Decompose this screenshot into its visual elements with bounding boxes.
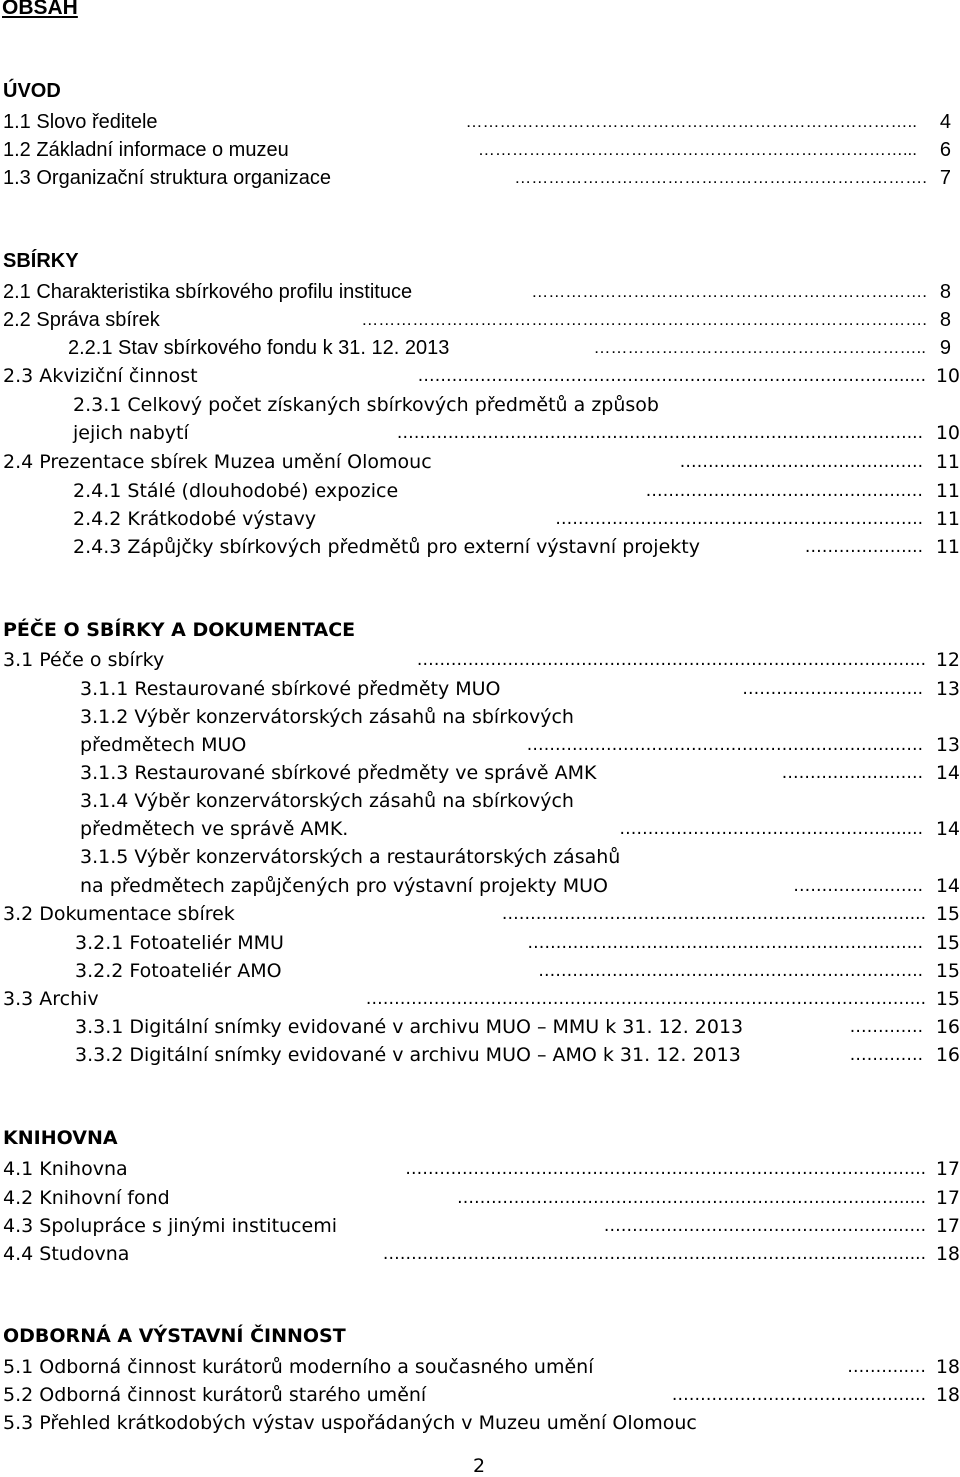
toc-entry-label: 1.3 Organizační struktura organizace — [3, 167, 331, 189]
toc-entry[interactable] — [75, 1013, 960, 1041]
toc-entry-label: 3.2 Dokumentace sbírek — [3, 903, 235, 925]
toc-entry-page: 16 — [935, 1016, 960, 1038]
toc-entry-page: 15 — [935, 988, 960, 1010]
toc-entry-page: 8 — [939, 309, 951, 331]
toc-entry[interactable] — [3, 1155, 960, 1183]
toc-leader: ……………………………………………………………………………………... — [365, 989, 926, 1009]
toc-leader: ……………………………………... — [671, 1385, 926, 1405]
toc-entry-page: 11 — [935, 480, 960, 502]
toc-entry-label: 5.1 Odborná činnost kurátorů moderního a současného umění — [3, 1356, 594, 1378]
toc-entry-page: 4 — [939, 111, 951, 133]
toc-leader: ……………………………………………………………. — [526, 735, 923, 755]
toc-entry-label: jejich nabytí — [73, 422, 189, 444]
toc-leader: ……………………………………. — [679, 452, 923, 472]
toc-entry[interactable] — [3, 1409, 960, 1437]
toc-leader: ………………………….. — [742, 679, 923, 699]
section-heading-sbirky: SBÍRKY — [3, 250, 79, 272]
toc-leader: ………………………………………………………………………………………. — [361, 310, 927, 329]
toc-entry-page: 18 — [935, 1384, 960, 1406]
toc-entry-page: 13 — [935, 678, 960, 700]
toc-entry-label: 3.1.5 Výběr konzervátorských a restaurátorských zásahů — [80, 846, 621, 868]
toc-entry-label: 1.2 Základní informace o muzeu — [3, 139, 289, 161]
toc-entry[interactable] — [80, 787, 960, 815]
toc-leader: ………………………………………………………….. — [538, 961, 923, 981]
toc-leader: ………………………………………………………………... — [501, 904, 926, 924]
toc-entry[interactable] — [75, 929, 960, 957]
toc-entry[interactable] — [73, 391, 953, 419]
toc-entry-label: 3.2.1 Fotoateliér MMU — [75, 932, 284, 954]
toc-entry-label: 3.3 Archiv — [3, 988, 99, 1010]
toc-entry-label: předmětech MUO — [80, 734, 247, 756]
toc-entry[interactable] — [73, 533, 960, 561]
toc-leader: ………………………………………………………………. — [514, 168, 927, 187]
toc-entry[interactable] — [80, 731, 960, 759]
toc-entry-label: 3.1.2 Výběr konzervátorských zásahů na sbírkových — [80, 706, 574, 728]
toc-entry[interactable] — [73, 477, 960, 505]
toc-entry-page: 14 — [935, 762, 960, 784]
toc-entry-label: 3.1.3 Restaurované sbírkové předměty ve správě AMK — [80, 762, 597, 784]
toc-leader: ………………………………………………….. — [593, 338, 926, 357]
toc-leader: ……………………………………………………………. — [531, 282, 927, 301]
toc-entry-label: 3.1.1 Restaurované sbírkové předměty MUO — [80, 678, 501, 700]
toc-entry-label: 2.2 Správa sbírek — [3, 309, 160, 331]
toc-entry-label: 4.4 Studovna — [3, 1243, 130, 1265]
toc-entry-label: na předmětech zapůjčených pro výstavní projekty MUO — [80, 875, 608, 897]
toc-entry[interactable] — [3, 164, 951, 192]
toc-entry-page: 8 — [939, 281, 951, 303]
toc-entry-label: 3.3.1 Digitální snímky evidované v archivu MUO – MMU k 31. 12. 2013 — [75, 1016, 744, 1038]
toc-entry-label: 3.1 Péče o sbírky — [3, 649, 165, 671]
toc-entry-label: 5.2 Odborná činnost kurátorů starého umění — [3, 1384, 427, 1406]
toc-entry[interactable] — [3, 362, 960, 390]
toc-entry-page: 7 — [939, 167, 951, 189]
toc-entry-page: 15 — [935, 903, 960, 925]
toc-entry[interactable] — [80, 703, 960, 731]
toc-entry-label: 2.4.2 Krátkodobé výstavy — [73, 508, 317, 530]
toc-entry-label: 4.2 Knihovní fond — [3, 1187, 170, 1209]
toc-entry-label: předmětech ve správě AMK. — [80, 818, 349, 840]
toc-leader: …………. — [849, 1045, 923, 1065]
toc-entry-label: 2.4 Prezentace sbírek Muzea umění Olomouc — [3, 451, 432, 473]
toc-entry-page: 14 — [935, 818, 960, 840]
toc-entry-page: 15 — [935, 932, 960, 954]
toc-entry-label: 4.1 Knihovna — [3, 1158, 128, 1180]
toc-entry[interactable] — [80, 815, 960, 843]
toc-entry-page: 10 — [935, 422, 960, 444]
toc-entry-page: 14 — [935, 875, 960, 897]
toc-entry[interactable] — [3, 1184, 960, 1212]
toc-entry-page: 17 — [935, 1215, 960, 1237]
toc-leader: …………………………………………………………………….. — [465, 112, 917, 131]
toc-entry[interactable] — [80, 843, 960, 871]
toc-entry-page: 9 — [939, 337, 951, 359]
section-heading-uvod: ÚVOD — [3, 80, 61, 102]
toc-leader: ……………………………………………………………………..... — [456, 1188, 926, 1208]
toc-entry[interactable] — [3, 108, 951, 136]
toc-entry[interactable] — [3, 646, 960, 674]
toc-entry-page: 11 — [935, 508, 960, 530]
toc-entry[interactable] — [73, 505, 960, 533]
toc-entry-page: 6 — [939, 139, 951, 161]
toc-leader: ……………………………………………………….…... — [527, 933, 923, 953]
toc-entry[interactable] — [80, 759, 960, 787]
toc-entry[interactable] — [80, 872, 960, 900]
toc-entry-page: 17 — [935, 1158, 960, 1180]
toc-leader: …………………………………………………………………………...... — [417, 366, 926, 386]
toc-entry[interactable] — [75, 1041, 960, 1069]
toc-leader: ………..… — [847, 1357, 926, 1377]
toc-entry[interactable] — [3, 1353, 960, 1381]
toc-entry-label: 2.3.1 Celkový počet získaných sbírkových předmětů a způsob — [73, 394, 659, 416]
toc-entry-page: 17 — [935, 1187, 960, 1209]
toc-entry[interactable] — [73, 419, 960, 447]
toc-entry-page: 12 — [935, 649, 960, 671]
toc-leader: …………………………………………………………………………………... — [382, 1244, 926, 1264]
toc-entry-label: 1.1 Slovo ředitele — [3, 111, 158, 133]
toc-leader: …………. — [849, 1017, 923, 1037]
toc-entry[interactable] — [3, 278, 951, 306]
toc-leader: …………………………………………….….. — [603, 1216, 926, 1236]
toc-entry[interactable] — [3, 448, 960, 476]
toc-leader: ………………………………………......... — [619, 819, 923, 839]
toc-entry-page: 10 — [935, 365, 960, 387]
toc-entry-page: 11 — [935, 536, 960, 558]
toc-entry-page: 18 — [935, 1243, 960, 1265]
page-number: 2 — [473, 1455, 486, 1477]
toc-leader: ……………………………………………………………………………... — [416, 650, 926, 670]
toc-entry-page: 15 — [935, 960, 960, 982]
toc-entry-label: 2.1 Charakteristika sbírkového profilu instituce — [3, 281, 413, 303]
toc-entry-page: 16 — [935, 1044, 960, 1066]
toc-entry[interactable] — [3, 900, 960, 928]
toc-entry[interactable] — [75, 957, 960, 985]
toc-entry-label: 2.2.1 Stav sbírkového fondu k 31. 12. 2013 — [68, 337, 450, 359]
toc-entry-label: 2.4.3 Zápůjčky sbírkových předmětů pro externí výstavní projekty — [73, 536, 700, 558]
toc-entry[interactable] — [3, 136, 951, 164]
page-title: OBSAH — [2, 0, 78, 19]
toc-entry[interactable] — [3, 1240, 960, 1268]
toc-entry-label: 3.3.2 Digitální snímky evidované v archivu MUO – AMO k 31. 12. 2013 — [75, 1044, 741, 1066]
toc-entry[interactable] — [3, 985, 960, 1013]
toc-leader: ………………………………………………………………………………... — [396, 423, 923, 443]
toc-leader: ……………………………………………………………………………….. — [405, 1159, 926, 1179]
toc-leader: ………………... — [804, 537, 923, 557]
toc-entry[interactable] — [3, 306, 951, 334]
toc-entry-page: 11 — [935, 451, 960, 473]
toc-entry[interactable] — [80, 675, 960, 703]
toc-entry-label: 2.3 Akviziční činnost — [3, 365, 198, 387]
toc-entry[interactable] — [68, 334, 951, 362]
section-heading-odborna: ODBORNÁ A VÝSTAVNÍ ČINNOST — [3, 1325, 346, 1347]
toc-entry-page: 18 — [935, 1356, 960, 1378]
toc-entry-label: 4.3 Spolupráce s jinými institucemi — [3, 1215, 337, 1237]
toc-leader: ……………………………………….… — [645, 481, 923, 501]
toc-entry-label: 3.2.2 Fotoateliér AMO — [75, 960, 282, 982]
section-heading-knihovna: KNIHOVNA — [3, 1127, 118, 1149]
toc-leader: …………………………………………………………………... — [477, 140, 917, 159]
toc-entry[interactable] — [3, 1381, 960, 1409]
toc-entry-label: 2.4.1 Stálé (dlouhodobé) expozice — [73, 480, 399, 502]
section-heading-pece: PÉČE O SBÍRKY A DOKUMENTACE — [3, 619, 356, 641]
toc-entry-label: 5.3 Přehled krátkodobých výstav uspořádaných v Muzeu umění Olomouc — [3, 1412, 697, 1434]
toc-leader: ………………….. — [793, 876, 923, 896]
toc-entry-label: 3.1.4 Výběr konzervátorských zásahů na sbírkových — [80, 790, 574, 812]
toc-entry-page: 13 — [935, 734, 960, 756]
toc-leader: ……………………………………………………….. — [555, 509, 923, 529]
toc-entry[interactable] — [3, 1212, 960, 1240]
toc-leader: ……………………. — [781, 763, 923, 783]
